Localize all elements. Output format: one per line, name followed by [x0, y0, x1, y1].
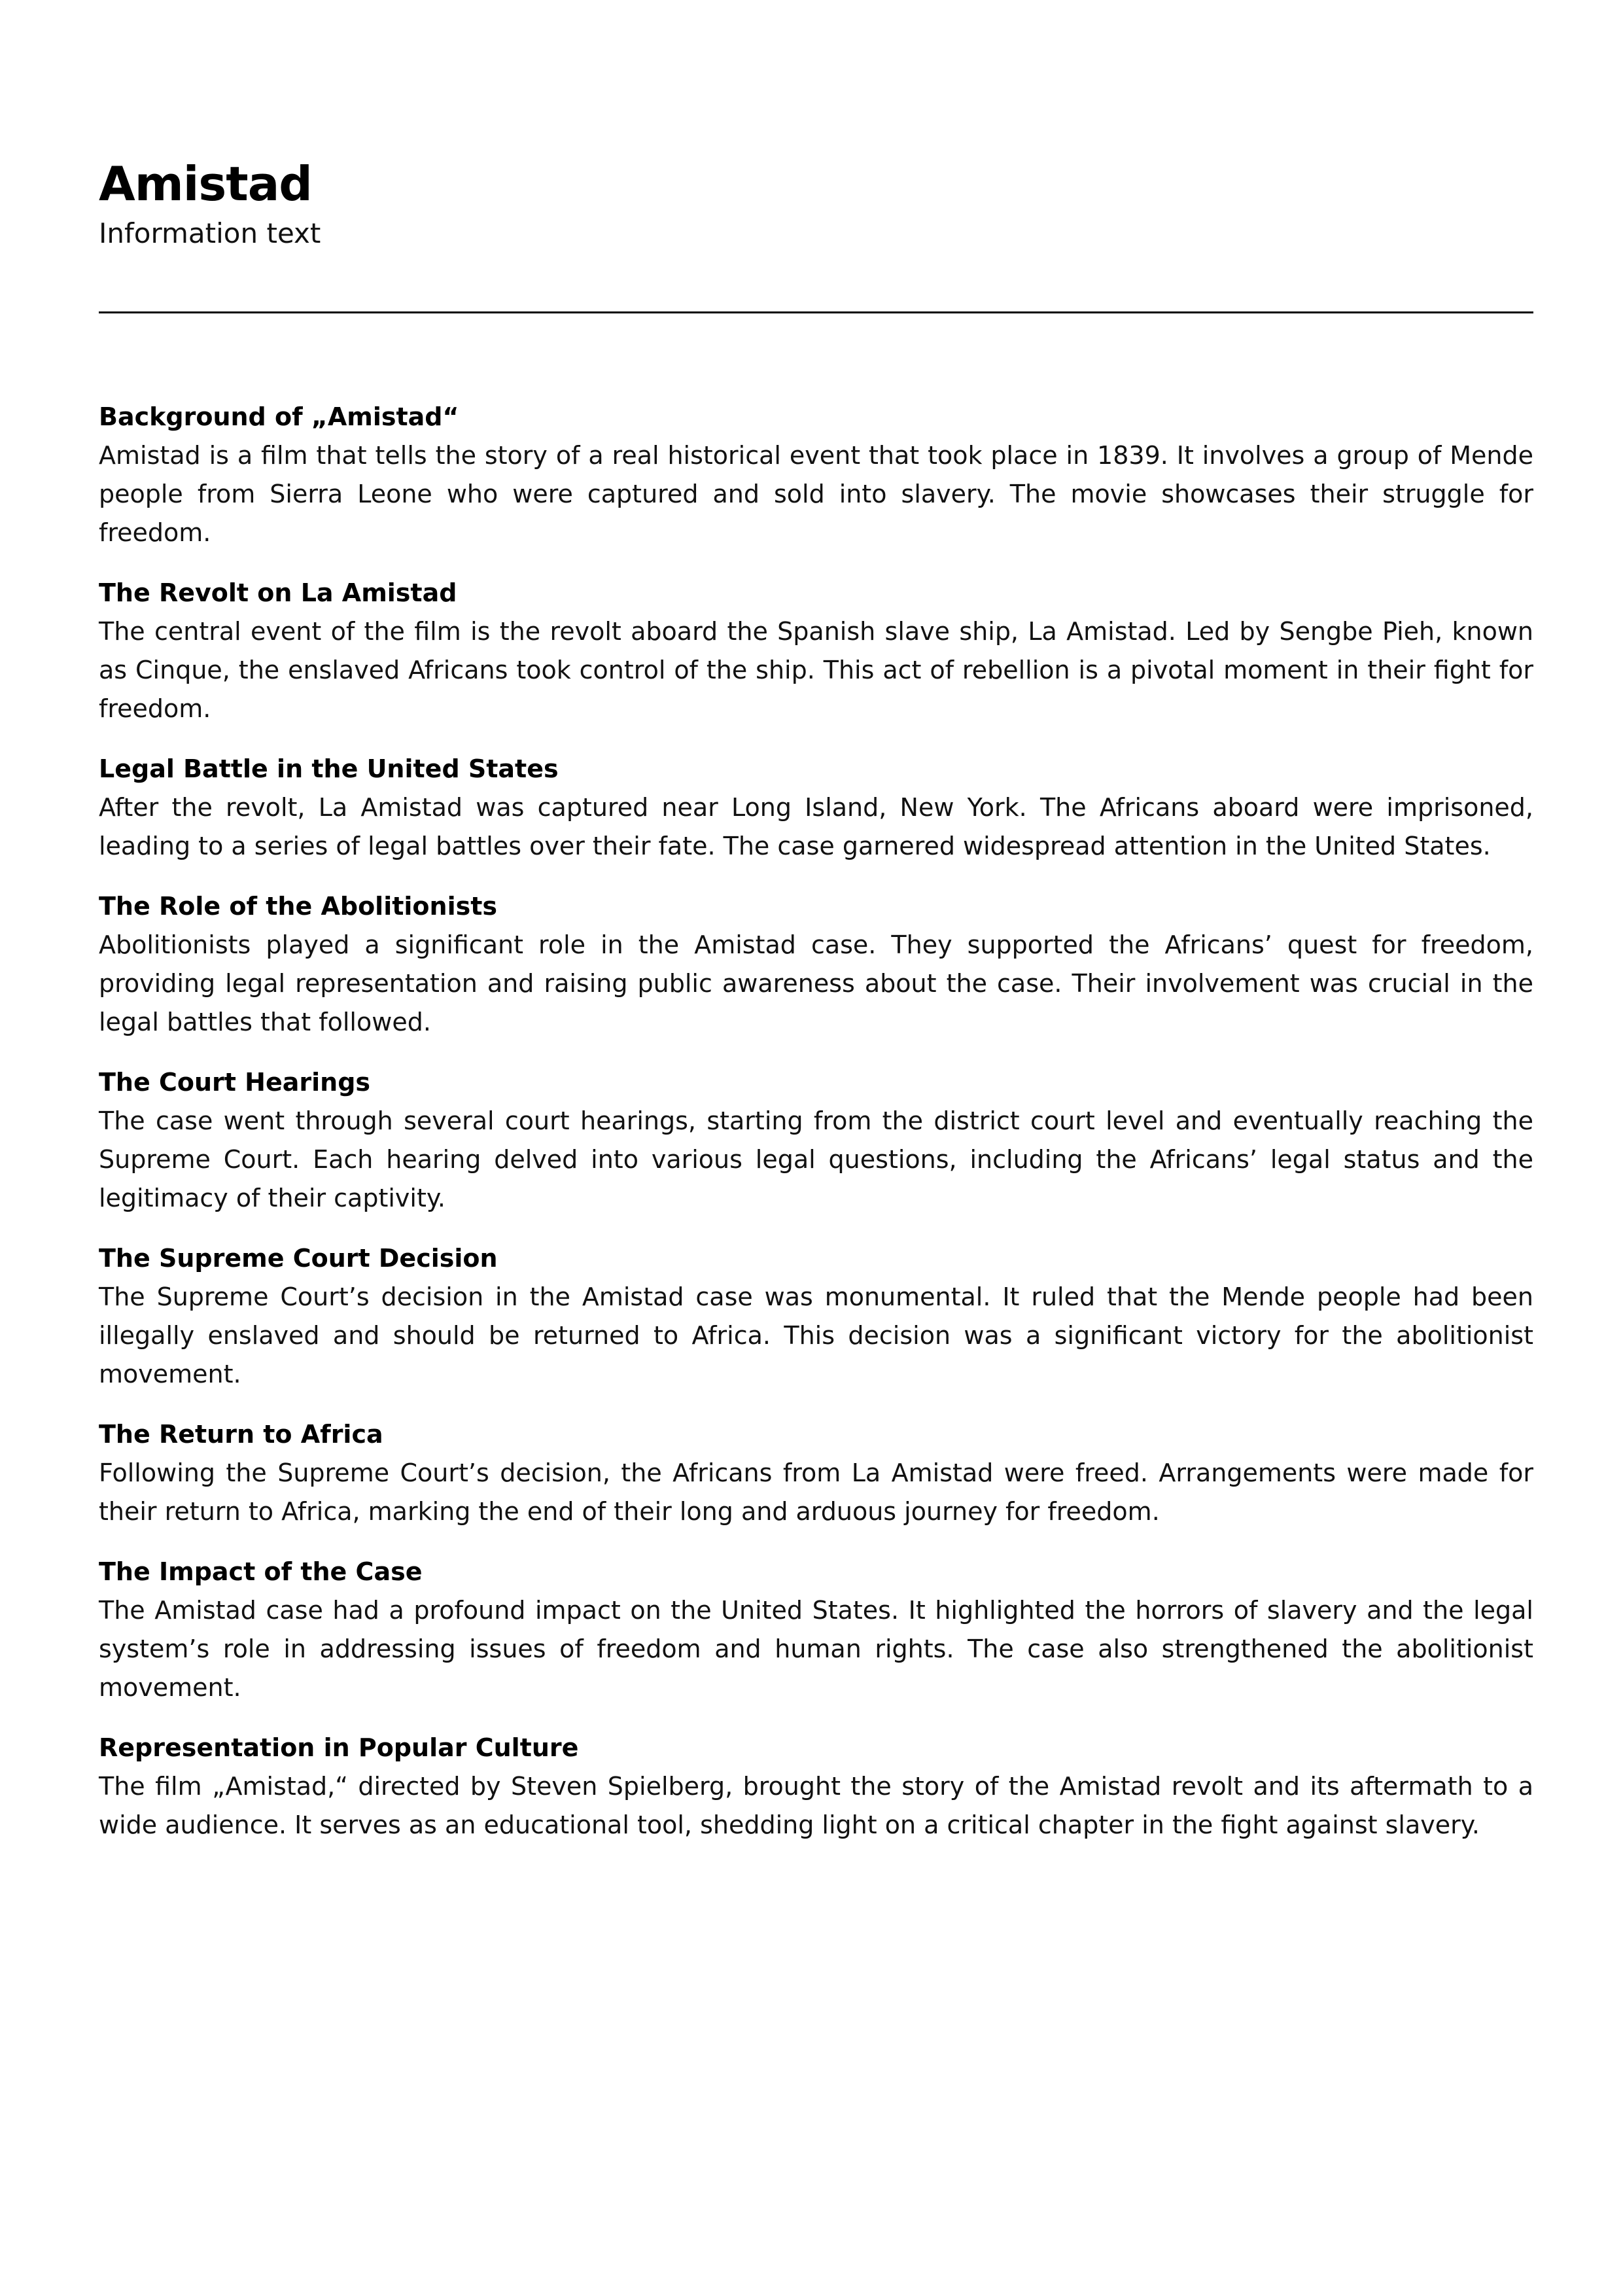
section-heading: Background of „Amistad“ — [99, 402, 459, 431]
section-impact — [99, 1553, 1533, 1707]
section-court-hearings — [99, 1063, 1533, 1218]
section-body: The film „Amistad,“ directed by Steven Spielberg, brought the story of the Amistad revolt and its aftermath to a wide audience. It serves as an educational tool, shedding light on a critical chapter in the fight against slavery. — [99, 1772, 1533, 1839]
section-revolt — [99, 574, 1533, 728]
section-body: The Supreme Court’s decision in the Amistad case was monumental. It ruled that the Mende people had been illegally enslaved and should be returned to Africa. This decision was a significant victory for the abolitionist movement. — [99, 1282, 1533, 1388]
section-heading: The Court Hearings — [99, 1068, 371, 1097]
section-abolitionists — [99, 887, 1533, 1042]
section-body: Amistad is a film that tells the story of a real historical event that took place in 1839. It involves a group of Mende people from Sierra Leone who were captured and sold into slavery. The movie showcases their struggle for freedom. — [99, 441, 1533, 547]
section-heading: The Revolt on La Amistad — [99, 578, 457, 607]
section-heading: The Return to Africa — [99, 1420, 383, 1449]
section-background — [99, 398, 1533, 552]
section-heading: Legal Battle in the United States — [99, 754, 559, 783]
section-heading: Representation in Popular Culture — [99, 1733, 579, 1762]
sections-container — [99, 398, 1533, 1866]
section-body: The central event of the film is the revolt aboard the Spanish slave ship, La Amistad. Led by Sengbe Pieh, known as Cinque, the enslaved Africans took control of the ship. This act of rebellion is a pivotal moment in their fight for freedom. — [99, 617, 1533, 723]
section-heading: The Impact of the Case — [99, 1557, 423, 1586]
section-supreme-court-decision — [99, 1239, 1533, 1394]
section-body: After the revolt, La Amistad was captured near Long Island, New York. The Africans aboard were imprisoned, leading to a series of legal battles over their fate. The case garnered widespread attention in the United States. — [99, 793, 1533, 860]
section-legal-battle — [99, 750, 1533, 866]
header-divider — [99, 311, 1533, 313]
document-page — [99, 154, 1533, 1839]
section-body: The Amistad case had a profound impact on the United States. It highlighted the horrors of slavery and the legal system’s role in addressing issues of freedom and human rights. The case also strengthened the abolitionist movement. — [99, 1596, 1533, 1702]
document-title: Amistad — [99, 156, 312, 211]
document-subtitle: Information text — [99, 217, 321, 249]
section-return-to-africa — [99, 1415, 1533, 1531]
section-body: Abolitionists played a significant role in the Amistad case. They supported the Africans’ quest for freedom, providing legal representation and raising public awareness about the case. Their involvement was crucial in the legal battles that followed. — [99, 930, 1533, 1036]
section-heading: The Supreme Court Decision — [99, 1244, 498, 1273]
section-body: The case went through several court hearings, starting from the district court level and eventually reaching the Supreme Court. Each hearing delved into various legal questions, including the Africans’ legal status and the legitimacy of their captivity. — [99, 1106, 1533, 1212]
section-body: Following the Supreme Court’s decision, the Africans from La Amistad were freed. Arrangements were made for their return to Africa, marking the end of their long and arduous journey for freedom. — [99, 1458, 1533, 1526]
section-heading: The Role of the Abolitionists — [99, 892, 498, 921]
section-popular-culture — [99, 1729, 1533, 1845]
